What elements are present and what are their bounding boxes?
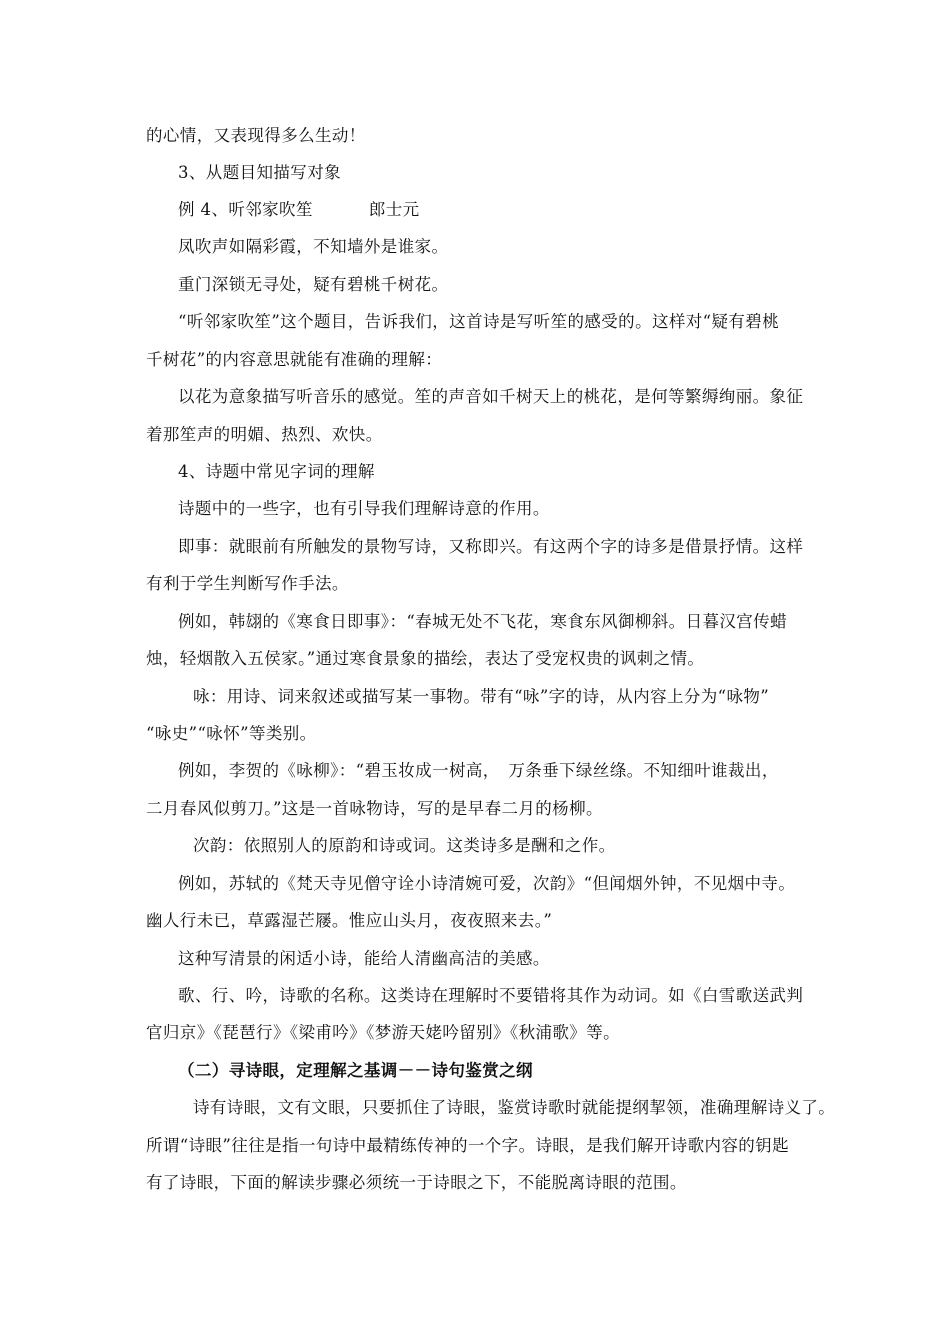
- text-line: 官归京》《琵琶行》《梁甫吟》《梦游天姥吟留别》《秋浦歌》等。: [146, 1023, 620, 1042]
- text-line: 例如，李贺的《咏柳》：“碧玉妆成一树高， 万条垂下绿丝绦。不知细叶谁裁出，: [178, 761, 779, 780]
- text-line: 这种写清景的闲适小诗，能给人清幽高洁的美感。: [178, 949, 550, 968]
- text-line: 幽人行未已，草露湿芒屦。惟应山头月，夜夜照来去。”: [146, 911, 553, 930]
- section-heading: （二）寻诗眼，定理解之基调－－诗句鉴赏之纲: [178, 1061, 533, 1080]
- poem-title: 例 4、听邻家吹笙: [178, 200, 313, 219]
- text-line: 有了诗眼，下面的解读步骤必须统一于诗眼之下，不能脱离诗眼的范围。: [146, 1173, 687, 1192]
- text-line: 例如，韩翃的《寒食日即事》：“春城无处不飞花，寒食东风御柳斜。日暮汉宫传蜡: [178, 612, 787, 631]
- poem-author: 郎士元: [368, 200, 420, 219]
- text-line: 以花为意象描写听音乐的感觉。笙的声音如千树天上的桃花，是何等繁缛绚丽。象征: [178, 387, 804, 406]
- text-line: 例如，苏轼的《梵天寺见僧守诠小诗清婉可爱，次韵》“但闻烟外钟，不见烟中寺。: [178, 874, 796, 893]
- poem-line: 凤吹声如隔彩霞，不知墙外是谁家。: [178, 237, 449, 256]
- text-line: 二月春风似剪刀。”这是一首咏物诗，写的是早春二月的杨柳。: [146, 799, 603, 818]
- text-line: 烛，轻烟散入五侯家。”通过寒食景象的描绘，表达了受宠权贵的讽刺之情。: [146, 649, 705, 668]
- text-line: 所谓“诗眼”往往是指一句诗中最精练传神的一个字。诗眼，是我们解开诗歌内容的钥匙: [146, 1136, 789, 1155]
- text-line: “咏史”“咏怀”等类别。: [146, 724, 317, 743]
- text-line: “听邻家吹笙”这个题目，告诉我们，这首诗是写听笙的感受的。这样对“疑有碧桃: [178, 312, 780, 331]
- text-line: 诗有诗眼，文有文眼，只要抓住了诗眼，鉴赏诗歌时就能提纲挈领，准确理解诗义了。: [193, 1098, 836, 1117]
- text-line: 咏：用诗、词来叙述或描写某一事物。带有“咏”字的诗，从内容上分为“咏物”: [193, 687, 770, 706]
- text-line: 歌、行、吟，诗歌的名称。这类诗在理解时不要错将其作为动词。如《白雪歌送武判: [178, 986, 804, 1005]
- subheading-line: 4、诗题中常见字词的理解: [178, 462, 375, 481]
- text-line: 千树花”的内容意思就能有准确的理解：: [146, 350, 443, 369]
- text-line: 即事：就眼前有所触发的景物写诗，又称即兴。有这两个字的诗多是借景抒情。这样: [178, 537, 804, 556]
- text-line: 次韵：依照别人的原韵和诗或词。这类诗多是酬和之作。: [193, 836, 616, 855]
- text-line: 的心情，又表现得多么生动！: [146, 126, 366, 145]
- text-line: 着那笙声的明媚、热烈、欢快。: [146, 425, 383, 444]
- text-line: 诗题中的一些字，也有引导我们理解诗意的作用。: [178, 499, 550, 518]
- subheading-line: 3、从题目知描写对象: [178, 163, 341, 182]
- text-line: 有利于学生判断写作手法。: [146, 574, 349, 593]
- example-title-line: [178, 199, 420, 221]
- poem-line: 重门深锁无寻处，疑有碧桃千树花。: [178, 275, 449, 294]
